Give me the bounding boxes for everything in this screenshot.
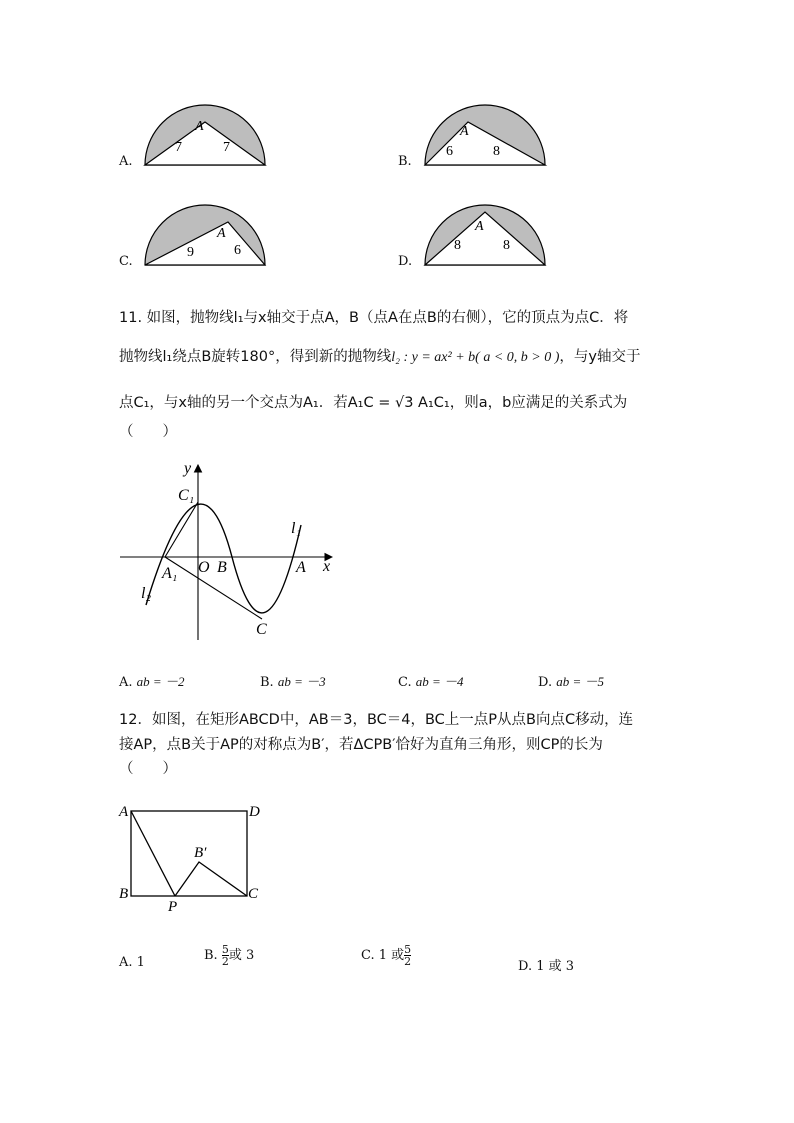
segments-pb-bc	[175, 862, 247, 896]
apex-label: A	[217, 226, 226, 241]
q11-text-2a: 抛物线l₁绕点B旋转180°，得到新的抛物线	[119, 349, 392, 365]
q11-formula: l₂ : y = ax² + b( a < 0, b > 0 )	[391, 350, 560, 365]
semicircle-figure-d	[420, 204, 550, 268]
q11-option-b[interactable]: B. ab = －3	[260, 674, 326, 690]
option-d-letter[interactable]: D.	[398, 254, 413, 269]
q11-text-2b: ，与y轴交于	[559, 349, 641, 365]
q12-option-d[interactable]: D. 1 或 3	[518, 959, 575, 974]
a1-label: A₁	[162, 565, 178, 582]
a-label: A	[296, 559, 306, 576]
apex-label: A	[475, 219, 484, 234]
semicircle-figure-c	[140, 204, 270, 268]
parabola-l2	[146, 504, 232, 605]
q11-option-d-text: ab = －5	[556, 674, 605, 689]
q12-line-2: 接AP，点B关于AP的对称点为B′，若ΔCPB′恰好为直角三角形，则CP的长为	[119, 737, 603, 753]
c1-label: C₁	[178, 487, 195, 504]
segment-ap	[131, 811, 175, 896]
right-side-length: 8	[503, 238, 510, 253]
right-side-length: 7	[223, 140, 230, 155]
x-axis-label: x	[323, 558, 331, 575]
left-side-length: 6	[446, 144, 453, 159]
parabola-l1	[232, 525, 301, 613]
origin-label: O	[198, 559, 210, 576]
q11-answer-blank[interactable]: （ ）	[119, 424, 177, 440]
q12-option-d-text: 1 或 3	[536, 959, 575, 974]
fraction-5-2: $\frac{5}{2}$	[404, 943, 412, 968]
q12-answer-blank[interactable]: （ ）	[119, 761, 177, 777]
y-axis-label: y	[184, 460, 192, 477]
apex-label: A	[195, 119, 204, 134]
q11-option-d[interactable]: D. ab = －5	[538, 674, 605, 690]
q12-rectangle-figure	[110, 796, 280, 916]
left-side-length: 7	[175, 140, 182, 155]
option-c-letter[interactable]: C.	[119, 254, 133, 269]
b-label: B	[119, 886, 129, 902]
q12-line-1: 12．如图，在矩形ABCD中，AB＝3，BC＝4，BC上一点P从点B向点C移动，连	[119, 712, 634, 728]
q11-option-c[interactable]: C. ab = －4	[398, 674, 464, 690]
a-label: A	[119, 804, 129, 820]
right-side-length: 6	[234, 243, 241, 258]
q12-option-c-pre: 1 或	[378, 948, 405, 963]
q11-option-a-text: ab = －2	[136, 674, 185, 689]
q12-option-c[interactable]: C. 1 或 $\frac{5}{2}$	[361, 943, 412, 968]
option-a-letter[interactable]: A.	[119, 154, 133, 169]
q11-option-b-text: ab = －3	[277, 674, 326, 689]
l2-label: l₂	[141, 585, 152, 602]
q11-line-3: 点C₁，与x轴的另一个交点为A₁．若A₁C = √3 A₁C₁，则a，b应满足的关系式为	[119, 395, 628, 411]
left-side-length: 8	[454, 238, 461, 253]
b-label: B	[217, 559, 227, 576]
left-side-length: 9	[187, 245, 194, 260]
q11-parabola-figure	[110, 455, 350, 650]
q11-line-1	[119, 306, 628, 327]
q11-option-a[interactable]: A. ab = －2	[119, 674, 185, 690]
l1-label: l₁	[291, 520, 302, 537]
apex-label: A	[460, 124, 469, 139]
segment-a1-c	[165, 557, 262, 619]
segment-a1-c1	[165, 502, 198, 557]
q12-option-b[interactable]: B. $\frac{5}{2}$ 或 3	[204, 943, 255, 968]
c-label: C	[256, 621, 267, 638]
q12-option-a-text: 1	[136, 955, 145, 970]
q12-option-b-tail: 或 3	[228, 948, 255, 963]
semicircle-figure-b	[420, 104, 550, 168]
p-label: P	[168, 899, 178, 915]
fraction-5-2: $\frac{5}{2}$	[221, 943, 229, 968]
right-side-length: 8	[493, 144, 500, 159]
q11-line-2	[119, 345, 640, 366]
option-b-letter[interactable]: B.	[398, 154, 412, 169]
semicircle-figure-a	[140, 104, 270, 168]
q11-number: 11.	[119, 310, 143, 326]
d-label: D	[249, 804, 260, 820]
b-prime-label: B′	[194, 845, 207, 861]
q11-option-c-text: ab = －4	[415, 674, 464, 689]
q12-option-a[interactable]: A. 1	[119, 955, 145, 970]
q11-text-1: 如图，抛物线l₁与x轴交于点A，B（点A在点B的右侧），它的顶点为点C．将	[146, 310, 629, 326]
c-label: C	[248, 886, 259, 902]
